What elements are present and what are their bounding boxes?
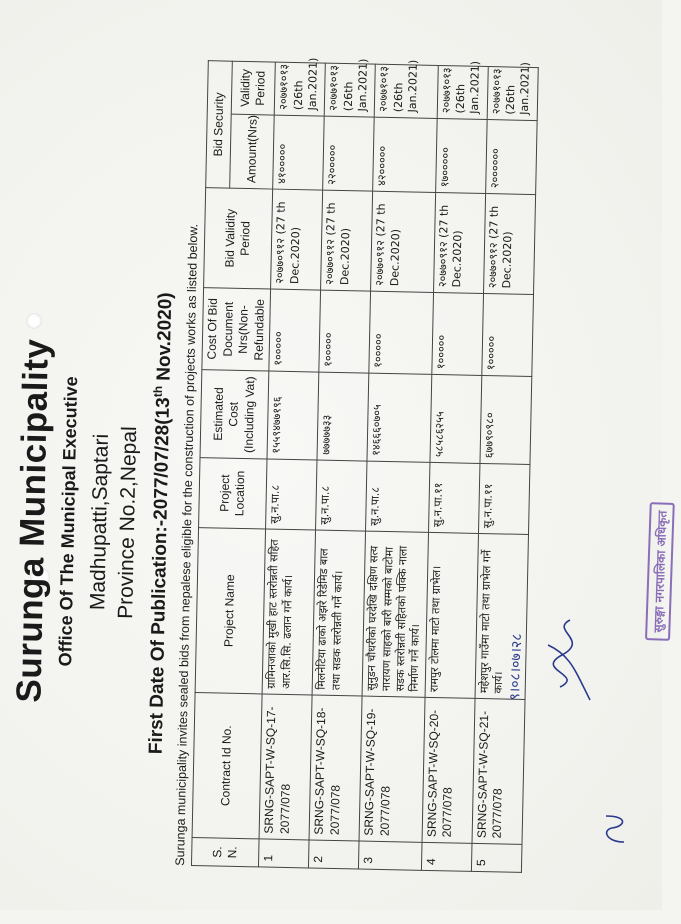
cell-location: सु.न.पा.८ <box>316 460 367 531</box>
cell-amount: २०००००० <box>485 120 537 195</box>
cell-validity: २०७७०९१२ (27 th Dec.2020) <box>433 192 485 293</box>
header-project: Project Name <box>195 528 266 694</box>
cell-sec-validity: २०७७१०१३ (26th Jan.2021) <box>275 62 326 116</box>
cell-doc-cost: १००००० <box>269 289 321 372</box>
cell-sec-validity: २०७७१०१३ (26th Jan.2021) <box>487 67 538 121</box>
signature-date: ९।०८।०७।२८ <box>506 633 526 701</box>
cell-doc-cost: १००००० <box>481 293 533 376</box>
cell-project: सुनुडन चौधरीको घरदेखि दक्षिण सत्य नारायण साहको बारी सम्मको बाटोमा सडक स्तरोन्नती सहितको पक्कि नाला निर्माण गर्ने कार्य। <box>362 531 428 697</box>
header-amount: Amount(Nrs) <box>230 114 274 189</box>
header-sn: S. N. <box>191 838 259 867</box>
cell-project: रामपुर टोलमा माटो तथा ग्राभेल। <box>425 532 478 698</box>
cell-sn: 1 <box>259 839 310 868</box>
cell-sn: 5 <box>471 843 522 872</box>
cell-doc-cost: १००००० <box>369 291 433 374</box>
header-contract: Contract Id No. <box>192 693 262 839</box>
initials-scribble <box>600 812 630 846</box>
office-subtitle: Office Of The Municipal Executive <box>55 376 82 667</box>
cell-sec-validity: २०७७१०१३ (26th Jan.2021) <box>437 65 488 119</box>
municipality-title: Surunga Municipality <box>9 338 56 703</box>
cell-project: ग्रामिनजाको मुखी हाट स्तरोन्नती सहित आर.सि.सि. ढलान गर्ने कार्य। <box>262 529 315 695</box>
cell-amount: १७००००० <box>435 118 487 193</box>
header-sec-validity: Validity Period <box>232 61 276 115</box>
stamp-text: सुरुङ्गा नगरपालिका अधिकृत <box>651 510 670 633</box>
city-line: Madhupatti,Saptari <box>86 433 113 611</box>
cell-contract: SRNG-SAPT-W-SQ-21-2077/078 <box>472 698 525 844</box>
official-stamp <box>645 502 675 641</box>
cell-validity: २०७७०९१२ (27 th Dec.2020) <box>321 190 373 291</box>
cell-contract: SRNG-SAPT-W-SQ-20-2077/078 <box>422 697 475 843</box>
cell-sn: 4 <box>421 842 472 871</box>
intro-text: Surunga municipality invites sealed bids from nepalese eligible for the construction of projects works as listed below. <box>172 223 201 866</box>
cell-sec-validity: २०७७१०१३ (26th Jan.2021) <box>325 63 376 117</box>
cell-doc-cost: १००००० <box>319 290 371 373</box>
header-validity: Bid Validity Period <box>204 188 273 289</box>
bid-table <box>191 57 538 873</box>
cell-amount: २२००००० <box>323 116 375 191</box>
cell-estimate: १४६६६०७०५ <box>367 373 431 462</box>
cell-sn: 3 <box>359 841 422 870</box>
cell-validity: २०७७०९१२ (27 th Dec.2020) <box>483 194 535 295</box>
cell-amount: ४२००००० <box>373 117 437 192</box>
cell-contract: SRNG-SAPT-W-SQ-17-2077/078 <box>259 694 312 840</box>
header-estimate: Estimated Cost (Including Vat) <box>200 370 269 459</box>
cell-validity: २०७७०९१२ (27 th Dec.2020) <box>371 191 435 292</box>
cell-location: सु.न.पा.८ <box>266 459 317 530</box>
cell-project: मिलनेटिया ढाको अझरे रिडेमिड बाल तथा सडक स्तरोन्नती गर्ने कार्य। <box>312 530 365 696</box>
cell-location: सु.न.पा.११ <box>478 463 529 534</box>
cell-sec-validity: २०७७१०१३ (26th Jan.2021) <box>375 64 438 118</box>
header-security: Bid Security <box>206 61 233 188</box>
cell-contract: SRNG-SAPT-W-SQ-18-2077/078 <box>309 695 362 841</box>
header-doc-cost: Cost Of Bid Document Nrs(Non-Refundable <box>202 288 271 371</box>
cell-project: महेशपुर गाउँमा माटो तथा ग्राभेल गर्ने कार्य। <box>475 533 528 699</box>
cell-doc-cost: १००००० <box>431 292 483 375</box>
cell-estimate: ६७७९०९८० <box>480 375 532 464</box>
cell-amount: ४१००००० <box>273 115 325 190</box>
cell-estimate: ५८५८६२५५ <box>430 374 482 463</box>
signature-scribble <box>540 615 600 705</box>
cell-contract: SRNG-SAPT-W-SQ-19-2077/078 <box>359 696 424 842</box>
cell-estimate: ७७७७७३३ <box>317 372 369 461</box>
cell-location: सु.न.पा.८ <box>366 461 430 532</box>
cell-validity: २०७७०९१२ (27 th Dec.2020) <box>271 189 323 290</box>
cell-location: सु.न.पा.११ <box>428 462 479 533</box>
header-location: Project Location <box>199 458 268 529</box>
cell-estimate: १५५९४७७१९६ <box>267 371 319 460</box>
cell-sn: 2 <box>309 840 360 869</box>
province-line: Province No.2,Nepal <box>114 426 142 620</box>
publication-date: First Date Of Publication:-2077/07/28(13th Nov.2020) <box>145 292 177 755</box>
